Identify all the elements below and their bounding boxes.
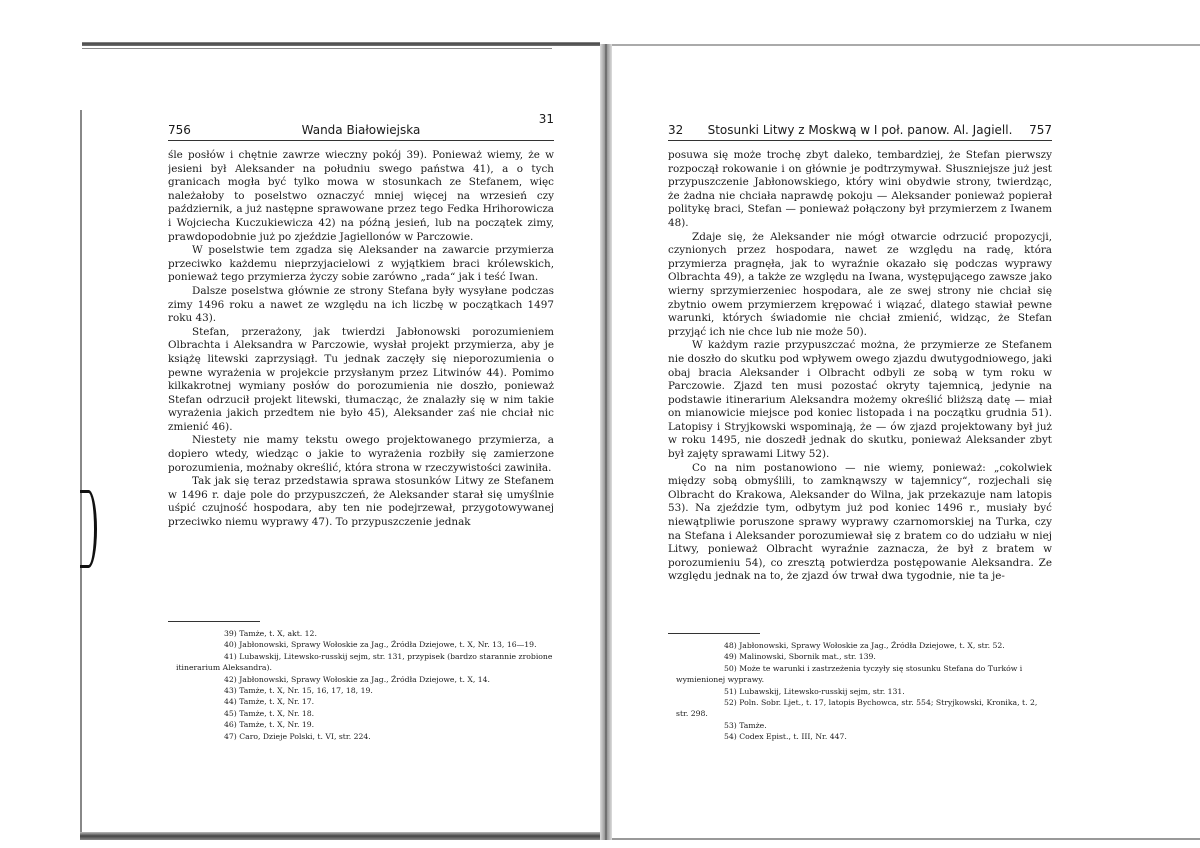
right-running-head: Stosunki Litwy z Moskwą w I poł. panow. Al. Jagiell. bbox=[707, 123, 1013, 137]
paragraph: W poselstwie tem zgadza się Aleksander na zawarcie przymierza przeciwko każdemu nieprzyjacielowi z wyjątkiem braci królewskich, ponieważ tego przymierza życzy sobie zarówno „rada“ jak i teść Iwan. bbox=[168, 244, 554, 284]
footnote: 46) Tamże, t. X, Nr. 19. bbox=[224, 720, 315, 730]
paragraph: W każdym razie przypuszczać można, że przymierze ze Stefanem nie doszło do skutku pod wpływem owego zjazdu dwutygodniowego, jaki obaj bracia Aleksander i Olbracht odbyli ze sobą w tym roku w Parczowie. Zjazd ten musi pozostać okryty tajemnicą, jedynie na podstawie itinerarium Aleksandra możemy określić bliższą datę — miał on mianowicie miejsce pod koniec listopada i na początku grudnia 51). Latopisy i Stryjkowski wspominają, że — ów zjazd projektowany był już w roku 1495, nie doszedł jednak do skutku, ponieważ Aleksander zbyt był zajęty sprawami Litwy 52). bbox=[668, 339, 1052, 461]
footnote: 49) Malinowski, Sbornik mat., str. 139. bbox=[724, 652, 876, 662]
footnote: 40) Jabłonowski, Sprawy Wołoskie za Jag., Źródła Dziejowe, t. X, Nr. 13, 16—19. bbox=[224, 640, 537, 650]
footnote: 39) Tamże, t. X, akt. 12. bbox=[224, 629, 317, 638]
right-page bbox=[668, 118, 1052, 743]
left-running-head: Wanda Białowiejska bbox=[301, 123, 421, 137]
paragraph: posuwa się może trochę zbyt daleko, tembardziej, że Stefan pierwszy rozpoczął rokowanie i on głównie je podtrzymywał. Słuszniejsze już jest przypuszczenie Jabłonowskiego, który wini obydwie strony, twierdząc, że żadna nie chciała naprawdę pokoju — Aleksander ponieważ popierał politykę braci, Stefan — ponieważ połączony był przymierzem z Iwanem 48). bbox=[668, 149, 1052, 229]
footnote: 42) Jabłonowski, Sprawy Wołoskie za Jag., Źródła Dziejowe, t. X, 14. bbox=[224, 674, 490, 684]
footnote-divider bbox=[668, 633, 760, 634]
paragraph: Stefan, przerażony, jak twierdzi Jabłonowski porozumieniem Olbrachta i Aleksandra w Parczowie, wysłał projekt przymierza, aby je książę litewski zaprzysiągł. Tu jednak zaczęły się nieporozumienia o pewne wyrażenia w projekcie przysłanym przez Litwinów 44). Pomimo kilkakrotnej wymiany posłów do porozumienia nie doszło, ponieważ Stefan odrzucił projekt litewski, tłumacząc, że znalazły się w nim takie wyrażenia jakich przedtem nie było 45), Aleksander zaś nie chciał nic zmienić 46). bbox=[168, 325, 554, 433]
footnote: 43) Tamże, t. X, Nr. 15, 16, 17, 18, 19. bbox=[224, 686, 373, 696]
footnote: 53) Tamże. bbox=[724, 720, 767, 730]
right-page-header bbox=[668, 118, 1052, 141]
scan-top-border-left-thin bbox=[82, 48, 552, 49]
left-page-header bbox=[168, 112, 554, 141]
footnote: 47) Caro, Dzieje Polski, t. VI, str. 224. bbox=[224, 731, 371, 741]
paragraph: Tak jak się teraz przedstawia sprawa stosunków Litwy ze Stefanem w 1496 r. daje pole do przypuszczeń, że Aleksander starał się umyślnie uśpić czujność hospodara, aby ten nie podejrzewał, przygotowywanej przeciwko niemu wyprawy 47). To przypuszczenie jednak bbox=[168, 475, 554, 529]
footnote: 52) Poln. Sobr. Ljet., t. 17, latopis Bychowca, str. 554; Stryjkowski, Kronika, t. 2, str. 298. bbox=[676, 698, 1038, 719]
right-body-text bbox=[668, 149, 1052, 619]
footnote: 54) Codex Epist., t. III, Nr. 447. bbox=[724, 732, 847, 742]
paragraph: Zdaje się, że Aleksander nie mógł otwarcie odrzucić propozycji, czynionych przez hospodara, nawet ze względu na radę, która przymierza pragnęła, jak to wyraźnie okazało się podczas wyprawy Olbrachta 49), a także ze względu na Iwana, występującego zawsze jako wierny sprzymierzeniec hospodara, ale ze swej strony nie chciał się zbytnio owem przymierzem krępować i wiązać, dlatego stawiał pewne warunki, których świadomie nie chciał zmienić, widząc, że Stefan przyjąć ich nie chce lub nie może 50). bbox=[668, 230, 1052, 338]
paragraph: Dalsze poselstwa głównie ze strony Stefana były wysyłane podczas zimy 1496 roku a nawet ze względu na ich liczbę w początkach 1497 roku 43). bbox=[168, 284, 554, 325]
left-page bbox=[168, 112, 554, 742]
right-footnotes bbox=[668, 640, 1052, 743]
footnote: 50) Może te warunki i zastrzeżenia tyczyły się stosunku Stefana do Turków i wymienionej wyprawy. bbox=[676, 663, 1023, 685]
scan-left-edge bbox=[80, 110, 82, 840]
left-footnotes bbox=[168, 628, 554, 742]
footnote: 48) Jabłonowski, Sprawy Wołoskie za Jag., Źródła Dziejowe, t. X, str. 52. bbox=[724, 641, 1005, 650]
scan-bottom-border-right bbox=[612, 838, 1200, 840]
paragraph: Niestety nie mamy tekstu owego projektowanego przymierza, a dopiero wtedy, wiedząc o jakie to wyrażenia rozbiły się zamierzone porozumienia, możnaby określić, która strona w rzeczywistości zawiniła. bbox=[168, 434, 554, 474]
footnote: 44) Tamże, t. X, Nr. 17. bbox=[224, 697, 315, 707]
book-spine-gutter bbox=[600, 44, 612, 840]
paragraph: Co na nim postanowiono — nie wiemy, ponieważ: „cokolwiek między sobą obmyślili, to zamknąwszy w tajemnicy“, rozjechali się Olbracht do Krakowa, Aleksander do Wilna, jak przekazuje nam latopis 53). Na zjeździe tym, odbytym już pod koniec 1496 r., musiały być niewątpliwie poruszone sprawy wyprawy czarnomorskiej na Turka, czy na Stefana i Aleksander porozumiewał się z bratem co do udziału w niej Litwy, ponieważ Olbracht wyraźnie zaznacza, że był z bratem w porozumieniu 54), co zresztą potwierdza postępowanie Aleksandra. Ze względu jednak na to, że zjazd ów trwał dwa tygodnie, nie ta je- bbox=[668, 461, 1052, 583]
left-body-text bbox=[168, 149, 554, 607]
scan-bottom-border-left bbox=[80, 832, 600, 840]
scan-top-border-left bbox=[82, 42, 600, 46]
right-page-number-outer: 757 bbox=[1029, 123, 1052, 137]
footnote: 41) Lubawskij, Litewsko-russkij sejm, str. 131, przypisek (bardzo starannie zrobione itinerarium Aleksandra). bbox=[176, 651, 553, 673]
paragraph: śle posłów i chętnie zawrze wieczny pokój 39). Ponieważ wiemy, że w jesieni był Aleksander na południu swego państwa 41), a o tych granicach mogła być tylko mowa w stosunkach ze Stefanem, więc należałoby to poselstwo oznaczyć mniej więcej na wrzesień czy październik, a już następne sprawowane przez tego Fedka Hrihorowicza i Wojciecha Kuczukiewicza 42) na późną jesień, lub na początek zimy, prawdopodobnie już po zjeździe Jagiellonów w Parczowie. bbox=[168, 149, 554, 243]
left-page-number-outer: 756 bbox=[168, 123, 191, 137]
page-tear-mark bbox=[80, 490, 97, 568]
footnote: 45) Tamże, t. X, Nr. 18. bbox=[224, 708, 315, 718]
footnote-divider bbox=[168, 621, 260, 622]
footnote: 51) Lubawskij, Litewsko-russkij sejm, str. 131. bbox=[724, 686, 905, 696]
scan-top-border-right bbox=[612, 44, 1200, 46]
right-page-number-inner: 32 bbox=[668, 123, 684, 137]
left-page-number-inner: 31 bbox=[538, 112, 554, 126]
